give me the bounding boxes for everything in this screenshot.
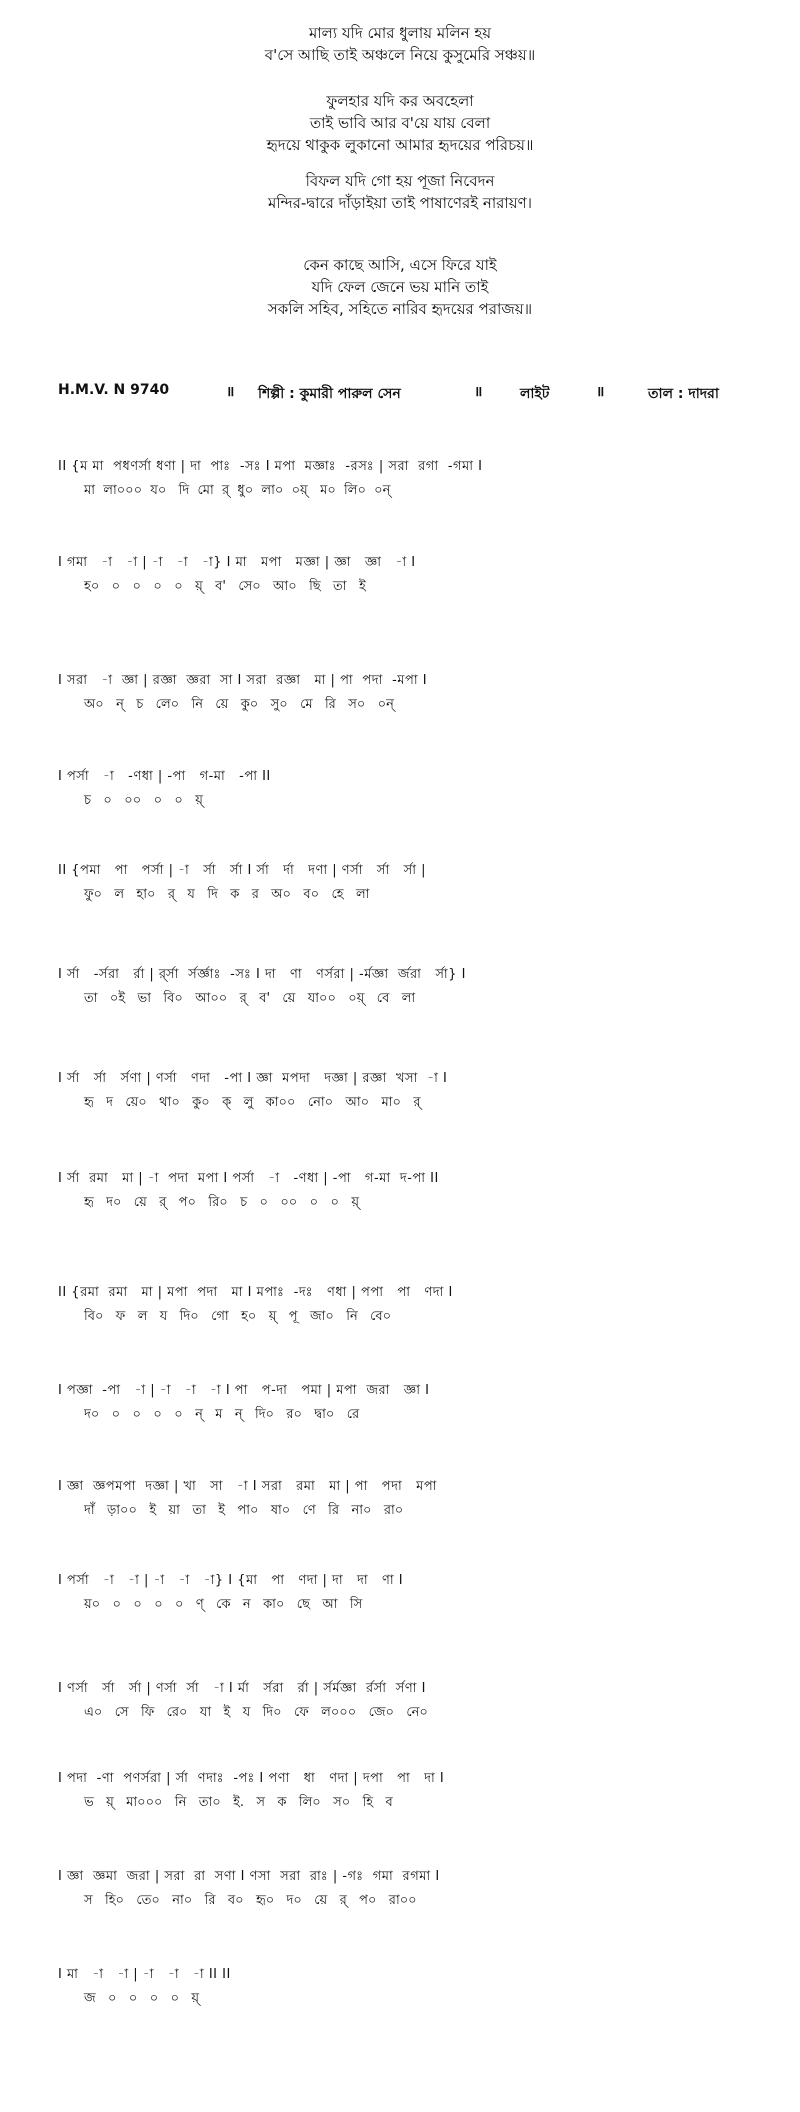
lyric-syllables: জ ০ ০ ০ ০ য়্ xyxy=(84,1991,200,2006)
artist-name: শিল্পী : কুমারী পারুল সেন xyxy=(258,386,401,402)
separator: ॥ xyxy=(226,384,235,400)
separator: ॥ xyxy=(596,384,605,400)
lyric-line: ব'সে আছি তাই অঞ্চলে নিয়ে কুসুমেরি সঞ্চয়॥ xyxy=(264,46,536,64)
lyric-line: মন্দির-দ্বারে দাঁড়াইয়া তাই পাষাণেরই নারায়ণ। xyxy=(267,194,533,212)
notation-row xyxy=(0,860,800,920)
swara-line: II {ম মা পধণর্সা ধণা | দা পাঃ -সঃ I মপা মজ্ঞাঃ -রসঃ | সরা রগা -গমা I xyxy=(58,459,483,474)
swara-line: I সরা -া জ্ঞা | রজ্ঞা জ্ঞরা সা I সরা রজ্ঞা মা | পা পদা -মপা I xyxy=(58,673,428,688)
lyric-syllables: স হি০ তে০ না০ রি ব০ হৃ০ দ০ য়ে র্ প০ রা০০ xyxy=(84,1893,417,1908)
notation-row xyxy=(0,1068,800,1128)
lyric-syllables: মা লা০০০ য০ দি মো র্ ধু০ লা০ ০য়্ ম০ লি০ ০ন্ xyxy=(84,483,391,498)
lyric-line: হৃদয়ে থাকুক লুকানো আমার হৃদয়ের পরিচয়॥ xyxy=(266,136,534,154)
lyric-syllables: বি০ ফ ল য দি০ গো হ০ য়্ পূ জা০ নি বে০ xyxy=(84,1309,392,1324)
swara-line: I র্সা -র্সরা র্রা | র্র্সা র্সর্জ্ঞাঃ -সঃ I দা ণা ণর্সরা | -র্মজ্ঞা র্জরা র্সা} I xyxy=(58,967,466,982)
lyric-line: ফুলহার যদি কর অবহেলা xyxy=(326,92,474,110)
notation-row xyxy=(0,1570,800,1630)
swara-line: I র্সা রমা মা | -া পদা মপা I পর্সা -া -ণধা | -পা গ-মা দ-পা II xyxy=(58,1171,439,1186)
genre-label: লাইট xyxy=(520,386,550,402)
swara-line: I পর্সা -া -া | -া -া -া} I {মা পা ণদা | দা দা ণা I xyxy=(58,1573,404,1588)
separator: ॥ xyxy=(474,384,483,400)
lyric-syllables: হৃ দ য়ে০ থা০ কু০ ক্ লু কা০০ নো০ আ০ মা০ র্ xyxy=(84,1095,421,1110)
swara-line: I জ্ঞা জ্ঞমা জরা | সরা রা সণা I ণসা সরা রাঃ | -গঃ গমা রগমা I xyxy=(58,1869,440,1884)
swara-line: I গমা -া -া | -া -া -া} I মা মপা মজ্ঞা | জ্ঞা জ্ঞা -া I xyxy=(58,555,416,570)
notation-row xyxy=(0,552,800,612)
lyric-syllables: হ০ ০ ০ ০ ০ য়্ ব' সে০ আ০ ছি তা ই xyxy=(84,579,366,594)
swara-line: I র্সা র্সা র্সণা | ণর্সা ণদা -পা I জ্ঞা মপদা দজ্ঞা | রজ্ঞা খসা -া I xyxy=(58,1071,448,1086)
swara-line: I পজ্ঞা -পা -া | -া -া -া I পা প-দা পমা | মপা জরা জ্ঞা I xyxy=(58,1383,430,1398)
notation-row xyxy=(0,1282,800,1342)
lyric-line: মাল্য যদি মোর ধুলায় মলিন হয় xyxy=(308,24,492,42)
lyric-syllables: য়০ ০ ০ ০ ০ ণ্ কে ন কা০ ছে আ সি xyxy=(84,1597,363,1612)
lyric-syllables: অ০ ন্ চ লে০ নি য়ে কু০ সু০ মে রি স০ ০ন্ xyxy=(84,697,394,712)
notation-row xyxy=(0,1768,800,1828)
notation-row xyxy=(0,1964,800,2024)
notation-row xyxy=(0,1168,800,1228)
swara-line: I মা -া -া | -া -া -া II II xyxy=(58,1967,231,1982)
lyric-line: সকলি সহিব, সহিতে নারিব হৃদয়ের পরাজয়॥ xyxy=(267,300,533,318)
record-number: H.M.V. N 9740 xyxy=(58,382,170,398)
lyric-syllables: এ০ সে ফি রে০ যা ই য দি০ ফে ল০০০ জে০ নে০ xyxy=(84,1705,428,1720)
swara-line: I ণর্সা র্সা র্সা | ণর্সা র্সা -া I র্মা র্সরা র্রা | র্সর্মজ্ঞা র্রর্সা র্সণা I xyxy=(58,1681,426,1696)
notation-row xyxy=(0,456,800,516)
lyric-line: যদি ফেল জেনে ভয় মানি তাই xyxy=(311,278,489,296)
lyric-stanza-2 xyxy=(0,90,800,156)
lyric-stanza-1 xyxy=(0,22,800,66)
lyric-syllables: ফু০ ল হা০ র্ য দি ক র অ০ ব০ হে লা xyxy=(84,887,370,902)
notation-row xyxy=(0,766,800,826)
lyric-stanza-3 xyxy=(0,170,800,214)
record-info-header xyxy=(58,382,778,406)
swara-line: II {পমা পা পর্সা | -া র্সা র্সা I র্সা র্দা দণা | ণর্সা র্সা র্সা | xyxy=(58,863,427,878)
lyric-syllables: ভ য়্ মা০০০ নি তা০ ই. স ক লি০ স০ হি ব xyxy=(84,1795,393,1810)
lyric-line: তাই ভাবি আর ব'য়ে যায় বেলা xyxy=(309,114,491,132)
swara-line: I পর্সা -া -ণধা | -পা গ-মা -পা II xyxy=(58,769,271,784)
notation-row xyxy=(0,1380,800,1440)
lyric-syllables: দ০ ০ ০ ০ ০ ন্ ম ন্ দি০ র০ দ্বা০ রে xyxy=(84,1407,360,1422)
lyric-syllables: হৃ দ০ য়ে র্ প০ রি০ চ ০ ০০ ০ ০ য়্ xyxy=(84,1195,359,1210)
notation-row xyxy=(0,1678,800,1738)
lyric-line: কেন কাছে আসি, এসে ফিরে যাই xyxy=(303,256,497,274)
swara-line: I পদা -ণা পণর্সরা | র্সা ণদাঃ -পঃ I পণা ধা ণদা | দপা পা দা I xyxy=(58,1771,445,1786)
notation-row xyxy=(0,670,800,730)
notation-row xyxy=(0,1866,800,1926)
lyric-line: বিফল যদি গো হয় পূজা নিবেদন xyxy=(305,172,495,190)
swara-line: II {রমা রমা মা | মপা পদা মা I মপাঃ -দঃ ণধা | পপা পা ণদা I xyxy=(58,1285,453,1300)
swara-line: I জ্ঞা জ্ঞপমপা দজ্ঞা | খা সা -া I সরা রমা মা | পা পদা মপা xyxy=(58,1479,437,1494)
notation-row xyxy=(0,964,800,1024)
lyric-syllables: চ ০ ০০ ০ ০ য়্ xyxy=(84,793,203,808)
lyric-syllables: তা ০ই ভা বি০ আ০০ র্ ব' য়ে যা০০ ০য়্ বে লা xyxy=(84,991,416,1006)
tala-label: তাল : দাদরা xyxy=(648,386,719,402)
notation-row xyxy=(0,1476,800,1536)
lyric-syllables: দাঁ ড়া০০ ই য়া তা ই পা০ ষা০ ণে রি না০ রা০ xyxy=(84,1503,404,1518)
lyric-stanza-4 xyxy=(0,254,800,320)
